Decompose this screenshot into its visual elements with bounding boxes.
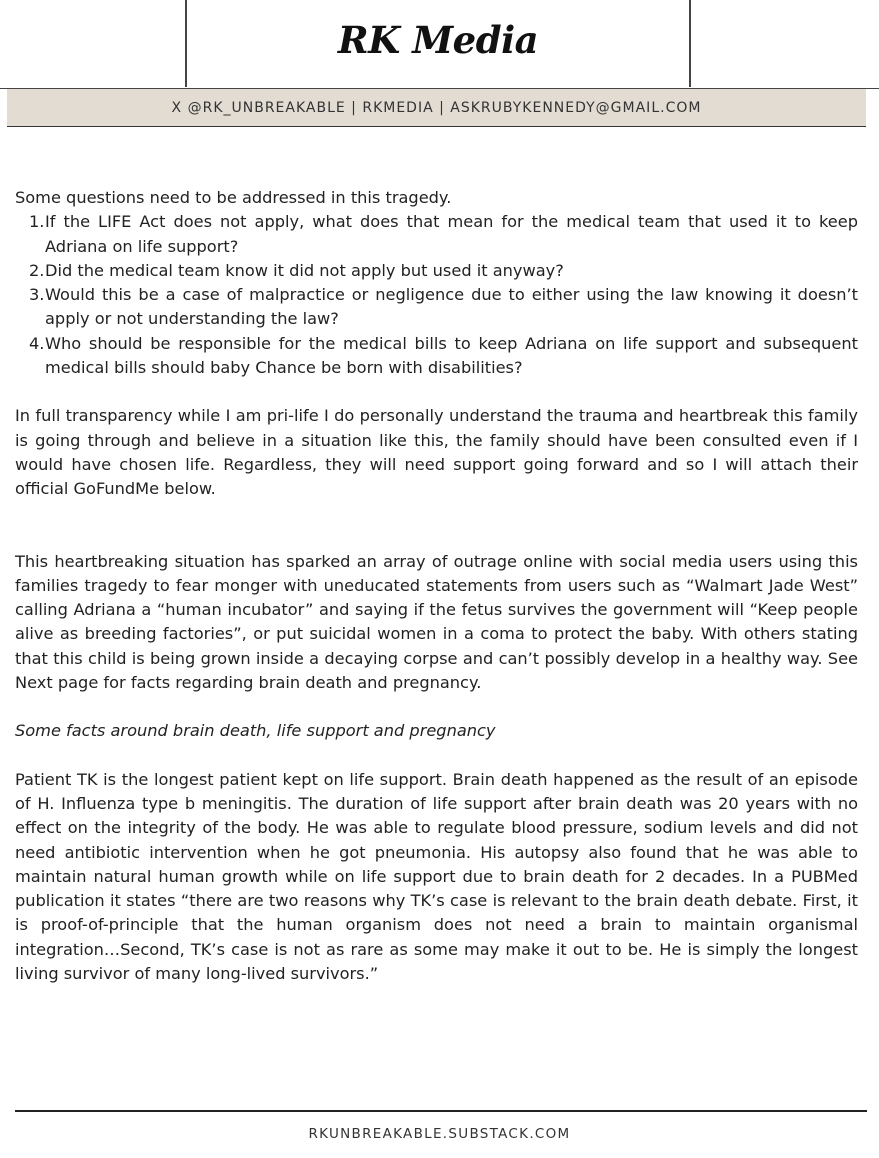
contact-bar: X @RK_UNBREAKABLE | RKMEDIA | ASKRUBYKENNEDY@GMAIL.COM bbox=[7, 89, 866, 127]
outrage-paragraph: This heartbreaking situation has sparked an array of outrage online with social media users using this families tragedy to fear monger with uneducated statements from users such as “Walmart Jade West” calling Adriana a “human incubator” and saying if the fetus survives the government will “Keep people alive as breeding factories”, or put suicidal women in a coma to protect the baby. With others stating that this child is being grown inside a decaying corpse and can’t possibly develop in a healthy way. See Next page for facts regarding brain death and pregnancy. bbox=[15, 551, 858, 693]
list-number: 3. bbox=[29, 285, 45, 305]
patient-tk-paragraph: Patient TK is the longest patient kept on life support. Brain death happened as the result of an episode of H. Influenza type b meningitis. The duration of life support after brain death was 20 years with no effect on the integrity of the body. He was able to regulate blood pressure, sodium levels and did not need antibiotic intervention when he got pneumonia. His autopsy also found that he was able to maintain natural human growth while on life support due to brain death for 2 decades. In a PUBMed publication it states “there are two reasons why TK’s case is relevant to the brain death debate. First, it is proof-of-principle that the human organism does not need a brain to maintain organismal integration…Second, TK’s case is not as rare as some may make it out to be. He is simply the longest living survivor of many long-lived survivors.” bbox=[15, 769, 858, 984]
questions-list bbox=[15, 210, 858, 380]
list-item-text: Did the medical team know it did not apply but used it anyway? bbox=[45, 260, 564, 280]
list-number: 1. bbox=[29, 212, 45, 232]
list-item bbox=[15, 283, 858, 332]
footer-url: RKUNBREAKABLE.SUBSTACK.COM bbox=[308, 1126, 571, 1142]
footer-divider bbox=[15, 1110, 867, 1112]
masthead-title: RK Media bbox=[337, 18, 539, 62]
list-number: 2. bbox=[29, 260, 45, 280]
article-body bbox=[15, 186, 858, 986]
page-header bbox=[0, 0, 879, 89]
list-item-text: Would this be a case of malpractice or negligence due to either using the law knowing it doesn’t apply or not understanding the law? bbox=[45, 285, 858, 329]
transparency-paragraph: In full transparency while I am pri-life I do personally understand the trauma and heartbreak this family is going through and believe in a situation like this, the family should have been consulted even if I would have chosen life. Regardless, they will need support going forward and so I will attach their official GoFundMe below. bbox=[15, 406, 858, 499]
list-item-text: Who should be responsible for the medical bills to keep Adriana on life support and subsequent medical bills should baby Chance be born with disabilities? bbox=[45, 333, 858, 378]
intro-paragraph: Some questions need to be addressed in this tragedy. bbox=[15, 188, 452, 207]
list-item bbox=[15, 332, 858, 381]
list-number: 4. bbox=[29, 333, 45, 353]
facts-heading: Some facts around brain death, life support and pregnancy bbox=[15, 721, 496, 741]
list-item bbox=[15, 210, 858, 259]
list-item bbox=[15, 259, 858, 283]
list-item-text: If the LIFE Act does not apply, what does that mean for the medical team that used it to keep Adriana on life support? bbox=[45, 212, 858, 256]
